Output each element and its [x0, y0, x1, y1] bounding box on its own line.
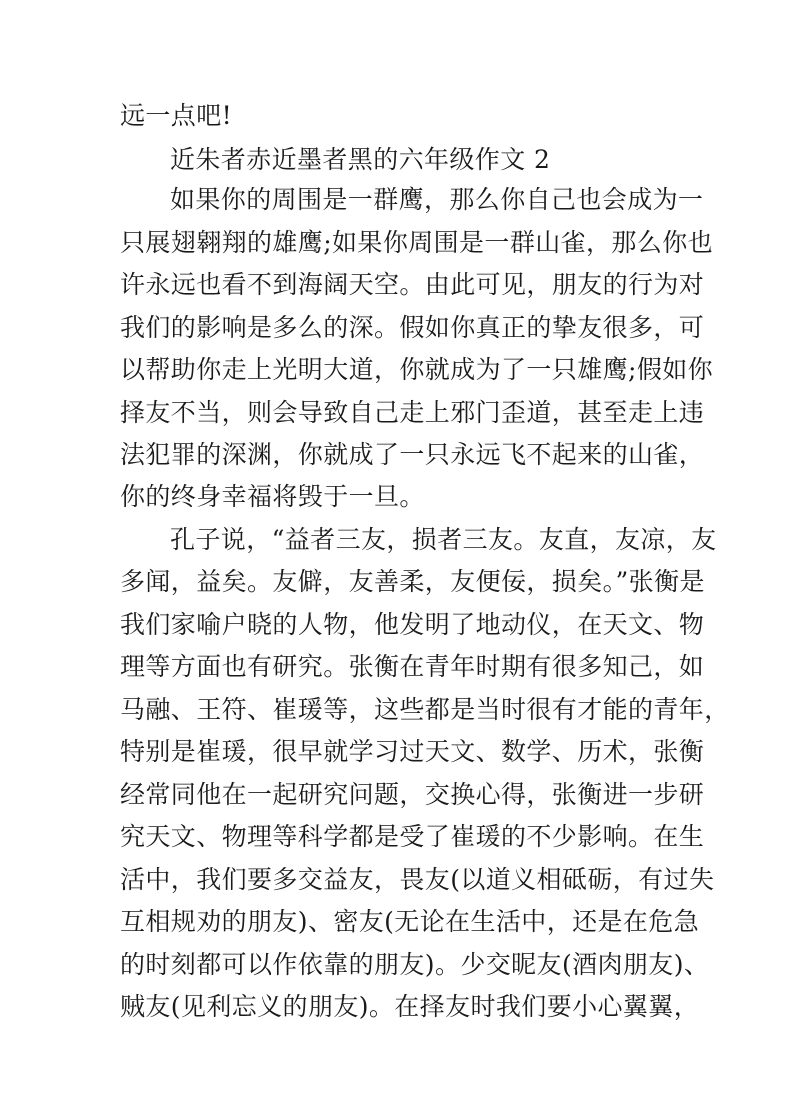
text-line: 只展翅翱翔的雄鹰;如果你周围是一群山雀，那么你也: [120, 228, 714, 257]
essay-title: 近朱者赤近墨者黑的六年级作文 2: [170, 145, 551, 174]
text-line: 理等方面也有研究。张衡在青年时期有很多知己，如: [120, 652, 705, 681]
text-line: 如果你的周围是一群鹰，那么你自己也会成为一: [170, 185, 704, 214]
text-line: 择友不当，则会导致自己走上邪门歪道，甚至走上违: [120, 398, 705, 427]
text-line: 多闻，益矣。友僻，友善柔，友便佞，损矣。”张衡是: [120, 567, 705, 596]
text-line: 贼友(见利忘义的朋友)。在择友时我们要小心翼翼，: [120, 992, 700, 1021]
text-line: 以帮助你走上光明大道，你就成为了一只雄鹰;假如你: [120, 355, 714, 384]
text-line: 究天文、物理等科学都是受了崔瑗的不少影响。在生: [120, 822, 705, 851]
text-line: 我们的影响是多么的深。假如你真正的挚友很多，可: [120, 313, 705, 342]
text-line: 你的终身幸福将毁于一旦。: [120, 482, 425, 511]
text-line: 特别是崔瑗，很早就学习过天文、数学、历术，张衡: [120, 737, 705, 766]
text-line: 的时刻都可以作依靠的朋友)。少交昵友(酒肉朋友)、: [120, 950, 710, 979]
text-line: 孔子说，“益者三友，损者三友。友直，友凉，友: [170, 525, 717, 554]
text-line: 法犯罪的深渊，你就成了一只永远飞不起来的山雀，: [120, 440, 705, 469]
text-line: 我们家喻户晓的人物，他发明了地动仪，在天文、物: [120, 610, 705, 639]
text-line: 经常同他在一起研究问题，交换心得，张衡进一步研: [120, 780, 705, 809]
text-line: 许永远也看不到海阔天空。由此可见，朋友的行为对: [120, 270, 705, 299]
text-line: 互相规劝的朋友)、密友(无论在生活中，还是在危急: [120, 907, 700, 936]
text-line: 远一点吧!: [120, 101, 233, 130]
text-line: 活中，我们要多交益友，畏友(以道义相砥砺，有过失: [120, 865, 715, 894]
text-line: 马融、王符、崔瑗等，这些都是当时很有才能的青年，: [120, 695, 730, 724]
